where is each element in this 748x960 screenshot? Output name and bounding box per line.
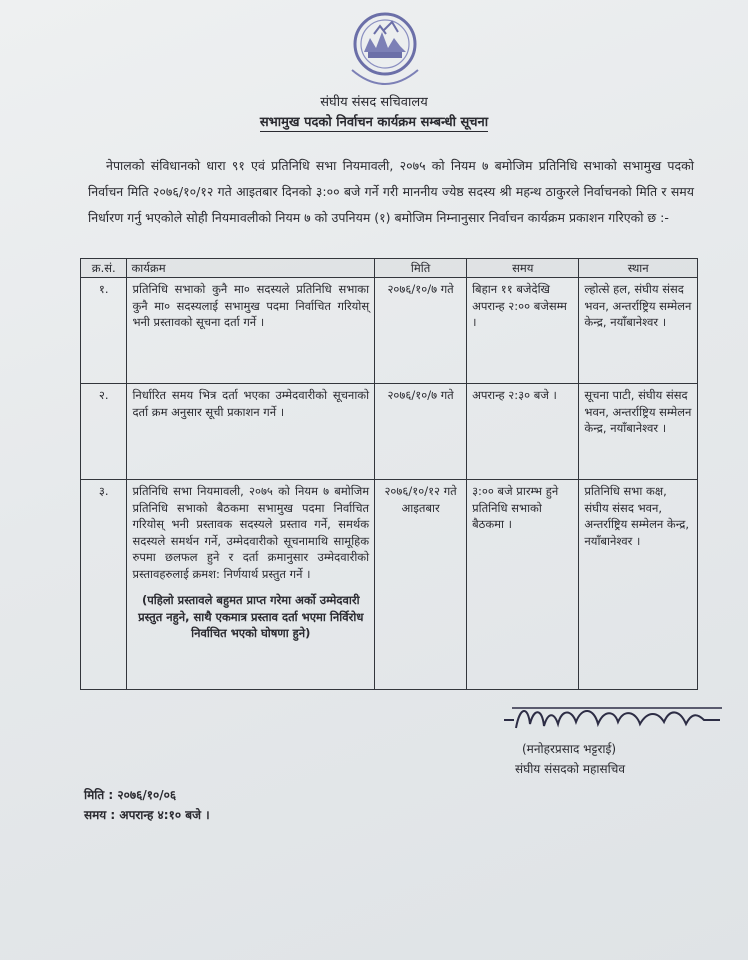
issue-date: मिति : २०७६/१०/०६: [84, 788, 177, 802]
col-header-place: स्थान: [579, 259, 698, 278]
row-place: सूचना पाटी, संघीय संसद भवन, अन्तर्राष्ट्रिय सम्मेलन केन्द्र, नयाँबानेश्वर ।: [579, 384, 698, 480]
parliament-emblem-icon: [330, 8, 440, 96]
notice-subject: [0, 112, 748, 130]
row-program: प्रतिनिधि सभाको कुनै मा० सदस्यले प्रतिनिधि सभाका कुनै मा० सदस्यलाई सभामुख पदमा निर्वाचित गरियोस् भनी प्रस्तावको सूचना दर्ता गर्ने ।: [127, 278, 375, 384]
row-program: प्रतिनिधि सभा नियमावली, २०७५ को नियम ७ बमोजिम प्रतिनिधि सभाको बैठकमा सभामुख पदमा निर्वाचित गरियोस् भनी प्रस्तावक सदस्यले प्रस्ताव गर्ने, समर्थक सदस्यले समर्थन गर्ने, उम्मेदवारीको सूचनामाथि सामूहिक रुपमा छलफल हुने र दर्ता क्रमानुसार उम्मेदवारीको प्रस्तावहरुलाई क्रमश: निर्णयार्थ प्रस्तुत गर्ने ।: [132, 484, 370, 581]
col-header-time: समय: [467, 259, 579, 278]
row-time: ३:०० बजे प्रारम्भ हुने प्रतिनिधि सभाको बैठकमा ।: [467, 480, 579, 690]
row-date: २०७६/१०/७ गते: [375, 384, 467, 480]
row-program: निर्धारित समय भित्र दर्ता भएका उम्मेदवारीको सूचनाको दर्ता क्रम अनुसार सूची प्रकाशन गर्ने ।: [127, 384, 375, 480]
signatory-name: (मनोहरप्रसाद भट्टराई): [522, 742, 617, 756]
row-place: ल्होत्से हल, संघीय संसद भवन, अन्तर्राष्ट्रिय सम्मेलन केन्द्र, नयाँबानेश्वर ।: [579, 278, 698, 384]
row-time: बिहान ११ बजेदेखि अपरान्ह २:०० बजेसम्म ।: [467, 278, 579, 384]
election-schedule-table: [80, 258, 698, 690]
col-header-date: मिति: [375, 259, 467, 278]
intro-paragraph: नेपालको संविधानको धारा ९१ एवं प्रतिनिधि सभा नियमावली, २०७५ को नियम ७ बमोजिम प्रतिनिधि सभाको सभामुख पदको निर्वाचन मिति २०७६/१०/१२ गते आइतबार दिनको ३:०० बजे गर्ने गरी माननीय ज्येष्ठ सदस्य श्री महन्थ ठाकुरले निर्वाचनको मिति र समय निर्धारण गर्नु भएकोले सोही नियमावलीको नियम ७ को उपनियम (१) बमोजिम निम्नानुसार निर्वाचन कार्यक्रम प्रकाशन गरिएको छ :-: [88, 158, 694, 225]
row-program-cell: [127, 480, 375, 690]
row-place: प्रतिनिधि सभा कक्ष, संघीय संसद भवन, अन्तर्राष्ट्रिय सम्मेलन केन्द्र, नयाँबानेश्वर ।: [579, 480, 698, 690]
signature-image: [498, 698, 728, 742]
col-header-sn: क्र.सं.: [81, 259, 127, 278]
row-sn: २.: [81, 384, 127, 480]
issue-time: समय : अपरान्ह ४:१० बजे ।: [84, 808, 210, 822]
table-row: [81, 480, 698, 690]
signatory-title: संघीय संसदको महासचिव: [515, 762, 625, 776]
col-header-program: कार्यक्रम: [127, 259, 375, 278]
row-date: २०७६/१०/१२ गते आइतबार: [375, 480, 467, 690]
subject-text: सभामुख पदको निर्वाचन कार्यक्रम सम्बन्धी सूचना: [259, 115, 489, 130]
table-row: [81, 384, 698, 480]
row-note: (पहिलो प्रस्तावले बहुमत प्राप्त गरेमा अर्को उम्मेदवारी प्रस्तुत नहुने, साथै एकमात्र प्रस्ताव दर्ता भएमा निर्विरोध निर्वाचित भएको घोषणा हुने): [138, 593, 364, 640]
office-name: संघीय संसद सचिवालय: [320, 95, 428, 110]
row-sn: १.: [81, 278, 127, 384]
table-row: [81, 278, 698, 384]
row-date: २०७६/१०/७ गते: [375, 278, 467, 384]
row-time: अपरान्ह २:३० बजे ।: [467, 384, 579, 480]
table-header-row: [81, 259, 698, 278]
row-sn: ३.: [81, 480, 127, 690]
